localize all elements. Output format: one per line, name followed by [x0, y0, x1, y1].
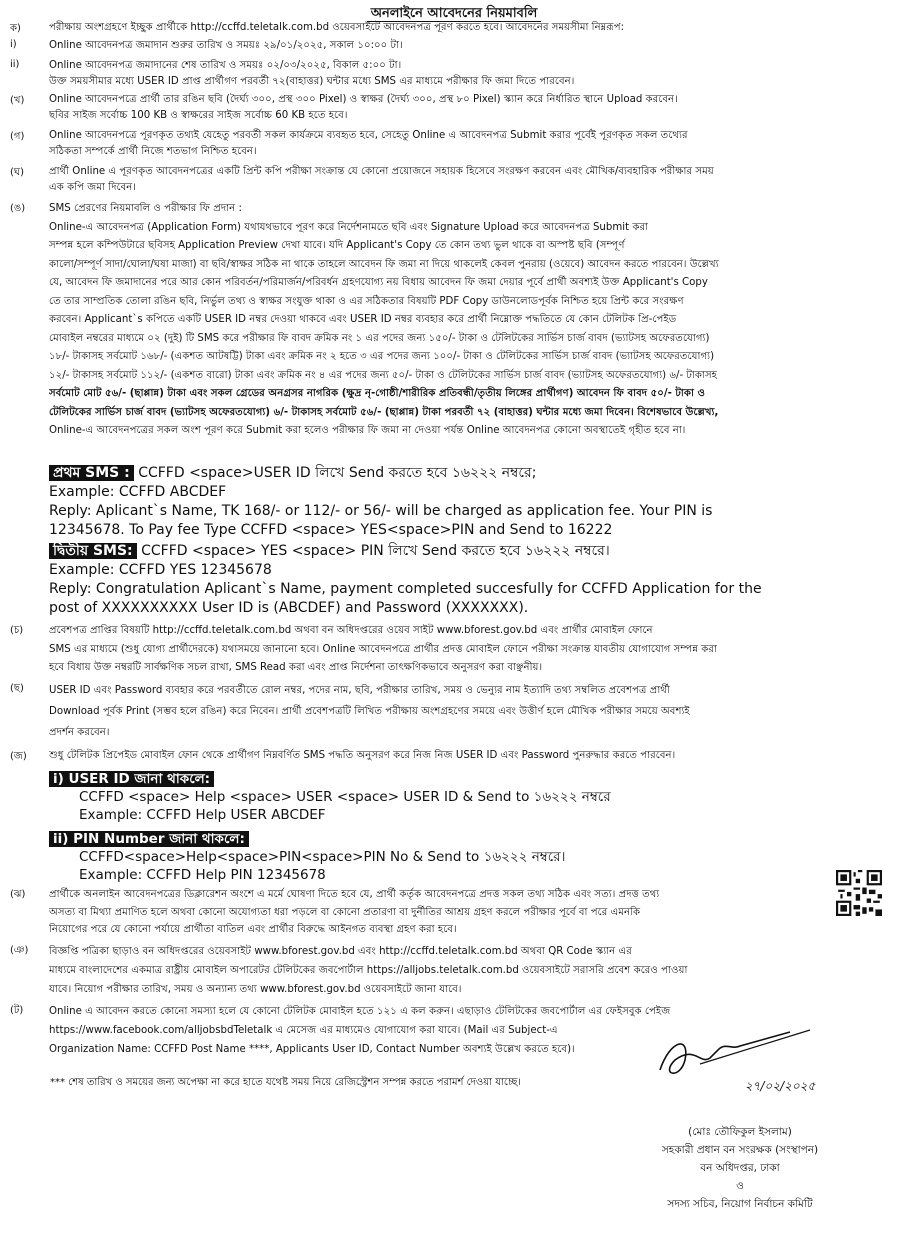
- section-marker: ক): [10, 23, 21, 34]
- section-line: যাবে। নিয়োগ পরীক্ষার তারিখ, সময় ও অন্যান্য তথ্য www.bforest.gov.bd ওয়েবসাইটে জানা যাবে।: [49, 984, 462, 995]
- section-line: 12345678. To Pay fee Type CCFFD <space> YES<space>PIN and Send to 16222: [49, 522, 613, 538]
- pin-label: ii) PIN Number জানা থাকলে:: [49, 831, 249, 847]
- signatory-designation: সহকারী প্রধান বন সংরক্ষক (সংস্থাপন): [661, 1144, 819, 1156]
- section-line: কালো/সম্পূর্ণ সাদা/ঘোলা/ঘষা মাজা) বা ছবি/স্বাক্ষর সঠিক না থাকে তাহলে আবেদন ফি জমা না দিয়ে থাকলেই কেবল পুনরায় (ওয়েবে) আবেদন করতে পারবেন। উল্লেখ্য: [49, 258, 719, 270]
- section-marker: (ঞ): [10, 945, 29, 956]
- section-line: Online আবেদনপত্রে পূরণকৃত তথ্যই যেহেতু পরবর্তী সকল কার্যক্রমে ব্যবহৃত হবে, সেহেতু Online এ আবেদনপত্র Submit করার পূর্বেই পূরণকৃত সকল তথ্যের: [49, 130, 688, 141]
- section-line: এক কপি জমা দিবেন।: [49, 181, 137, 193]
- section-line: প্রবেশপত্র প্রাপ্তির বিষয়টি http://ccffd.teletalk.com.bd অথবা বন অধিদপ্তরের ওয়েব সাইট www.bforest.gov.bd এবং প্রার্থীর মোবাইল ফোনে: [49, 625, 653, 636]
- qr-code-icon[interactable]: [836, 870, 882, 916]
- signature-date: ২৭/০২/২০২৫: [744, 1079, 816, 1093]
- section-line: Reply: Congratulation Aplicant`s Name, payment completed succesfully for CCFFD Application for the: [49, 581, 762, 597]
- section-line: https://www.facebook.com/alljobsbdTeletalk এ মেসেজ এর মাধ্যমেও যোগাযোগ করা যাবে। (Mail এর Subject-এ: [49, 1025, 558, 1036]
- section-line: প্রার্থী Online এ পূরণকৃত আবেদনপত্রের একটি প্রিন্ট কপি পরীক্ষা সংক্রান্ত যে কোনো প্রয়োজনে সহায়ক হিসেবে সংরক্ষণ করবেন এবং মৌখিক/ব্যবহারিক পরীক্ষার সময়: [49, 166, 714, 177]
- section-line: Example: CCFFD ABCDEF: [49, 484, 227, 500]
- section-marker: (ছ): [10, 683, 24, 694]
- first-sms-label: প্রথম SMS :: [49, 465, 134, 481]
- section-marker: (জ): [10, 751, 27, 762]
- section-line: Organization Name: CCFFD Post Name ****, Applicants User ID, Contact Number অবশ্যই উল্লেখ করতে হবে)।: [49, 1044, 575, 1055]
- section-line: CCFFD <space>USER ID লিখে Send করতে হবে ১৬২২২ নম্বরে;: [138, 465, 537, 481]
- section-line: বিজ্ঞপ্তি পত্রিকা ছাড়াও বন অধিদপ্তরের ওয়েবসাইট www.bforest.gov.bd এবং http://ccffd.teletalk.com.bd অথবা QR Code স্ক্যান এর: [49, 946, 632, 957]
- document-title: অনলাইনে আবেদনের নিয়মাবলি: [0, 2, 908, 25]
- section-line: Online আবেদনপত্রে প্রার্থী তার রঙিন ছবি (দৈর্ঘ্য ৩০০, প্রস্থ ৩০০ Pixel) ও স্বাক্ষর (দৈর্ঘ্য ৩০০, প্রস্থ ৮০ Pixel) স্ক্যান করে নির্ধারিত স্থানে Upload করবেন।: [49, 94, 678, 105]
- section-line: Example: CCFFD YES 12345678: [49, 562, 272, 578]
- section-line: উক্ত সময়সীমার মধ্যে USER ID প্রাপ্ত প্রার্থীগণ পরবর্তী ৭২(বাহাত্তর) ঘন্টার মধ্যে SMS এর মাধ্যমে পরীক্ষার ফি জমা দিতে পারবেন।: [49, 75, 575, 87]
- section-line: Online-এ আবেদনপত্র (Application Form) যথাযথভাবে পূরণ করে নির্দেশনামতে ছবি এবং Signature Upload করে আবেদনপত্র Submit করা: [49, 221, 649, 233]
- section-line: করবেন। Applicant`s কপিতে একটি USER ID নম্বর দেওয়া থাকবে এবং USER ID নম্বর ব্যবহার করে প্রার্থী নিম্নোক্ত পদ্ধতিতে যে কোন টেলিটক প্রি-পেইড: [49, 314, 677, 325]
- section-line: Online-এ আবেদনপত্রের সকল অংশ পূরণ করে Submit করা হলেও পরীক্ষার ফি জমা না দেওয়া পর্যন্ত Online আবেদনপত্র কোনো অবস্থাতেই গৃহীত হবে না।: [49, 425, 686, 436]
- signatory-extra: সদস্য সচিব, নিয়োগ নির্বাচন কমিটি: [667, 1198, 813, 1210]
- section-line: মোবাইল নম্বরের মাধ্যমে ০২ (দুই) টি SMS করে পরীক্ষার ফি বাবদ ক্রমিক নং ১ এর পদের জন্য ১৫০/- টাকা ও টেলিটকের সার্ভিস চার্জ বাবদ (ভ্যাটসহ অফেরতযোগ্য): [49, 332, 710, 344]
- section-line: প্রার্থীকে অনলাইন আবেদনপত্রের ডিক্লারেশন অংশে এ মর্মে ঘোষণা দিতে হবে যে, প্রার্থী কর্তৃক আবেদনপত্রে প্রদত্ত সকল তথ্য সঠিক এবং সত্য। প্রদত্ত তথ্য: [49, 889, 660, 900]
- section-line: সঠিকতা সম্পর্কে প্রার্থী নিজে শতভাগ নিশ্চিত হবেন।: [49, 145, 257, 157]
- section-line: SMS এর মাধ্যমে (শুধু যোগ্য প্রার্থীদেরকে) যথাসময়ে জানানো হবে। Online আবেদনপত্রে প্রার্থীর প্রদত্ত মোবাইল ফোনে পরীক্ষা সংক্রান্ত যাবতীয় যোগাযোগ সম্পন্ন করা: [49, 643, 717, 655]
- section-line: Reply: Aplicant`s Name, TK 168/- or 112/- or 56/- will be charged as application fee. Your PIN is: [49, 503, 713, 519]
- section-marker: (চ): [10, 625, 24, 636]
- section-marker: (ট): [10, 1005, 24, 1016]
- user-id-label: i) USER ID জানা থাকলে:: [49, 771, 214, 787]
- signatory-office: বন অধিদপ্তর, ঢাকা: [700, 1162, 780, 1174]
- section-line: শুধু টেলিটক প্রিপেইড মোবাইল ফোন থেকে প্রার্থীগণ নিম্নবর্ণিত SMS পদ্ধতি অনুসরণ করে নিজ নিজ USER ID এবং Password পুনরুদ্ধার করতে পারবেন।: [49, 750, 676, 761]
- section-line: CCFFD <space> YES <space> PIN লিখে Send করতে হবে ১৬২২২ নম্বরে।: [141, 543, 610, 559]
- section-line: SMS প্রেরণের নিয়মাবলি ও পরীক্ষার ফি প্রদান :: [49, 203, 242, 214]
- section-line: Online এ আবেদন করতে কোনো সমস্যা হলে যে কোনো টেলিটক মোবাইল হতে ১২১ এ কল করুন। এছাড়াও টেলিটকের জবপোর্টাল এর ফেইসবুক পেইজ: [49, 1006, 671, 1017]
- section-line: Example: CCFFD Help PIN 12345678: [79, 867, 326, 883]
- section-line: মাধ্যমে বাংলাদেশের একমাত্র রাষ্ট্রীয় মোবাইল অপারেটর টেলিটকের জবপোর্টাল https://alljobs.teletalk.com.bd ওয়েবসাইটে সরাসরি প্রবেশ করেও পাওয়া: [49, 965, 688, 976]
- section-marker: (খ): [10, 95, 25, 106]
- signatory-and: ও: [736, 1180, 744, 1192]
- section-line: Download পূর্বক Print (সম্ভব হলে রঙিন) করে নিবেন। প্রার্থী প্রবেশপত্রটি লিখিত পরীক্ষায় অংশগ্রহণের সময়ে এবং উত্তীর্ণ হলে মৌখিক পরীক্ষার সময়ে অবশ্যই: [49, 706, 690, 717]
- section-line: টেলিটকের সার্ভিস চার্জ বাবদ (ভ্যাটসহ অফেরতযোগ্য) ৬/- টাকাসহ সর্বমোট ৫৬/- (ছাপ্পান্ন) টাকা পরবর্তী ৭২ (বাহাত্তর) ঘন্টার মধ্যে জমা দিবেন। বিশেষভাবে উল্লেখ্য,: [49, 406, 719, 418]
- section-line: তে তার সাম্প্রতিক তোলা রঙিন ছবি, নির্ভুল তথ্য ও স্বাক্ষর সংযুক্ত থাকা ও এর সঠিকতার বিষয়টি PDF Copy ডাউনলোডপূর্বক নিশ্চিত হয়ে প্রিন্ট করে সংরক্ষণ: [49, 295, 684, 307]
- section-line: Example: CCFFD Help USER ABCDEF: [79, 807, 326, 823]
- section-line: ১৮/- টাকাসহ সর্বমোট ১৬৮/- (একশত আটষট্টি) টাকা এবং ক্রমিক নং ২ হতে ৩ এর পদের জন্য ১০০/- টাকা ও টেলিটকের সার্ভিস চার্জ বাবদ (ভ্যাটসহ অফেরতযোগ্য): [49, 351, 715, 362]
- section-line: ছবির সাইজ সর্বোচ্চ 100 KB ও স্বাক্ষরের সাইজ সর্বোচ্চ 60 KB হতে হবে।: [49, 109, 348, 121]
- section-marker: (ঙ): [10, 203, 26, 214]
- section-line: সর্বমোট মোট ৫৬/- (ছাপ্পান্ন) টাকা এবং সকল গ্রেডের অনগ্রসর নাগরিক (ক্ষুদ্র নৃ-গোষ্ঠী/শারীরিক প্রতিবন্ধী/তৃতীয় লিঙ্গের প্রার্থীগণ) আবেদন ফি বাবদ ৫০/- টাকা ও: [49, 388, 706, 399]
- section-line: CCFFD <space> Help <space> USER <space> USER ID & Send to ১৬২২২ নম্বরে: [79, 789, 611, 805]
- second-sms-label: দ্বিতীয় SMS:: [49, 543, 137, 559]
- registration-note: *** শেষ তারিখ ও সময়ের জন্য অপেক্ষা না করে হাতে যথেষ্ট সময় নিয়ে রেজিস্ট্রেশন সম্পন্ন করতে পরামর্শ দেওয়া যাচ্ছে।: [50, 1077, 521, 1088]
- section-line: Online আবেদনপত্র জমাদানের শেষ তারিখ ও সময়ঃ ০২/০৩/২০২৫, বিকাল ৫:০০ টা।: [49, 60, 402, 71]
- section-marker: ii): [10, 59, 20, 70]
- section-marker: (গ): [10, 131, 25, 142]
- section-line: প্রদর্শন করবেন।: [49, 727, 110, 738]
- section-line: যে, আবেদন ফি জমাদানের পরে আর কোন পরিবর্তন/পরিমার্জন/পরিবর্ধন গ্রহণযোগ্য নয় বিধায় আবেদন ফি জমা দেয়ার পূর্বে প্রার্থী অবশ্যই উক্ত Applicant's Copy: [49, 277, 708, 288]
- section-marker: (ঘ): [10, 167, 24, 178]
- section-line: হবে বিধায় উক্ত নম্বরটি সার্বক্ষণিক সচল রাখা, SMS Read করা এবং প্রাপ্ত নির্দেশনা তাৎক্ষণিকভাবে অনুসরণ করা বাঞ্ছনীয়।: [49, 662, 543, 673]
- section-line: USER ID এবং Password ব্যবহার করে পরবর্তীতে রোল নম্বর, পদের নাম, ছবি, পরীক্ষার তারিখ, সময় ও ভেন্যুর নাম ইত্যাদি তথ্য সম্বলিত প্রবেশপত্র প্রার্থী: [49, 685, 670, 696]
- section-line: post of XXXXXXXXXX User ID is (ABCDEF) and Password (XXXXXXX).: [49, 600, 529, 616]
- section-line: অসত্য বা মিথ্যা প্রমাণিত হলে অথবা কোনো অযোগ্যতা ধরা পড়লে বা কোনো প্রতারণা বা দুর্নীতির আশ্রয় গ্রহণ করলে পরীক্ষার পূর্বে বা পরে এমনকি: [49, 906, 641, 918]
- section-line: Online আবেদনপত্র জমাদান শুরুর তারিখ ও সময়ঃ ২৯/০১/২০২৫, সকাল ১০:০০ টা।: [49, 40, 403, 51]
- section-line: CCFFD<space>Help<space>PIN<space>PIN No & Send to ১৬২২২ নম্বরে।: [79, 849, 566, 865]
- section-line: সম্পন্ন হলে কম্পিউটারে ছবিসহ Application Preview দেখা যাবে। যদি Applicant's Copy তে কোন তথ্য ভুল থাকে বা অস্পষ্ট ছবি (সম্পূর্ণ: [49, 240, 625, 251]
- signature-block: [590, 1020, 890, 1250]
- section-line: ১২/- টাকাসহ সর্বমোট ১১২/- (একশত বারো) টাকা এবং ক্রমিক নং ৪ এর পদের জন্য ৫০/- টাকা ও টেলিটকের সার্ভিস চার্জ বাবদ (ভ্যাটসহ অফেরতযোগ্য) ৬/- টাকাসহ: [49, 369, 718, 381]
- section-marker: (ঝ): [10, 889, 26, 900]
- section-marker: i): [10, 39, 17, 50]
- signatory-name: (মোঃ তৌফিকুল ইসলাম): [688, 1126, 792, 1138]
- section-line: নিয়োগের পরে যে কোনো পর্যায়ে প্রার্থীতা বাতিল এবং প্রার্থীর বিরুদ্ধে আইনগত ব্যবস্থা গ্রহণ করা হবে।: [49, 924, 457, 935]
- section-line: পরীক্ষায় অংশগ্রহণে ইচ্ছুক প্রার্থীকে http://ccffd.teletalk.com.bd ওয়েবসাইটে আবেদনপত্র পূরণ করতে হবে। আবেদনের সময়সীমা নিম্নরূপ:: [49, 22, 625, 33]
